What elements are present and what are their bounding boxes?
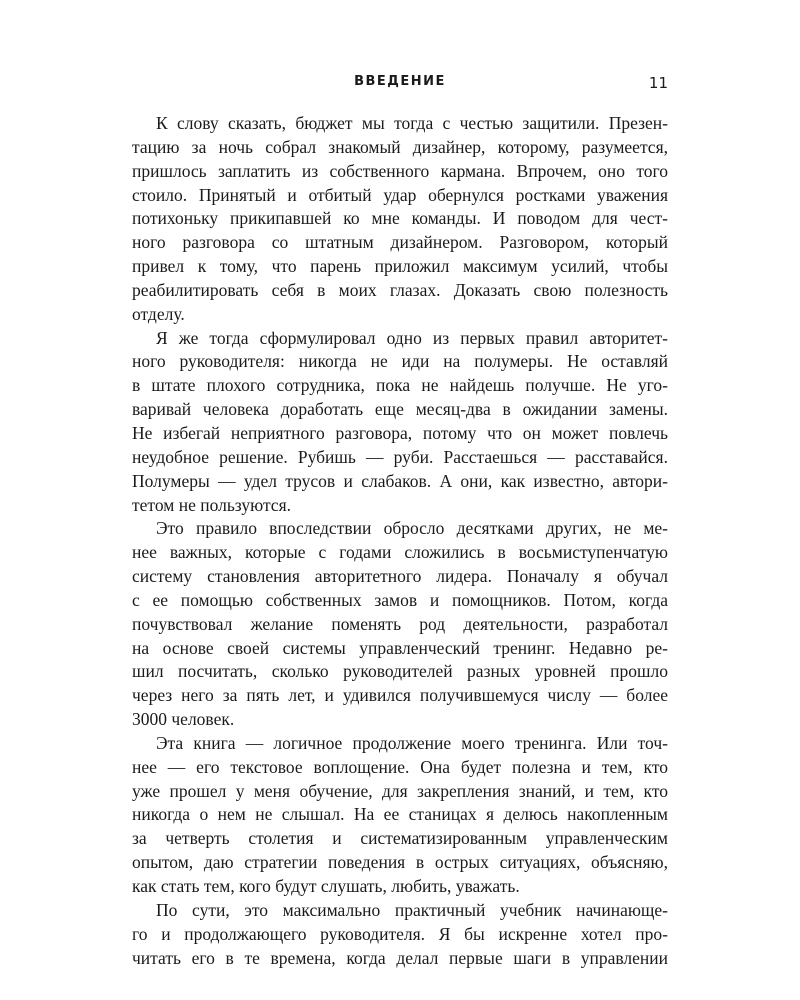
- text-line: реабилитировать себя в моих глазах. Доказать свою полезность: [132, 279, 668, 300]
- text-line: отделу.: [132, 303, 185, 324]
- paragraph: [132, 327, 668, 518]
- text-line: По сути, это максимально практичный учебник начинающе-: [156, 899, 668, 920]
- text-line: через него за пять лет, и удивился получившемуся числу — более: [132, 685, 668, 706]
- text-line: потихоньку прикипавшей ко мне команды. И поводом для чест-: [132, 208, 668, 229]
- running-head: [0, 74, 800, 98]
- text-line: за четверть столетия и систематизированным управленческим: [132, 828, 668, 849]
- text-line: нее важных, которые с годами сложились в восьмиступенчатую: [132, 542, 668, 563]
- text-line: почувствовал желание поменять род деятельности, разработал: [132, 613, 668, 634]
- body-text: [132, 112, 668, 970]
- text-line: К слову сказать, бюджет мы тогда с честью защитили. Презен-: [156, 113, 668, 133]
- page-number: 11: [648, 74, 668, 92]
- text-line: тетом не пользуются.: [132, 494, 291, 515]
- text-line: стоило. Принятый и отбитый удар обернулся ростками уважения: [132, 184, 668, 205]
- paragraph: [132, 732, 668, 899]
- text-line: Эта книга — логичное продолжение моего тренинга. Или точ-: [156, 732, 668, 753]
- text-line: варивай человека доработать еще месяц-два в ожидании замены.: [132, 399, 668, 420]
- text-line: привел к тому, что парень приложил максимум усилий, чтобы: [132, 256, 668, 277]
- text-line: опытом, даю стратегии поведения в острых ситуациях, объясняю,: [132, 852, 668, 873]
- text-line: Не избегай неприятного разговора, потому что он может повлечь: [132, 422, 668, 443]
- text-line: тацию за ночь собрал знакомый дизайнер, которому, разумеется,: [132, 136, 668, 157]
- text-line: Я же тогда сформулировал одно из первых правил авторитет-: [156, 327, 668, 348]
- text-line: ного разговора со штатным дизайнером. Разговором, который: [132, 232, 668, 253]
- text-line: 3000 человек.: [132, 709, 235, 730]
- text-line: ного руководителя: никогда не иди на полумеры. Не оставляй: [132, 351, 668, 372]
- text-line: Полумеры — удел трусов и слабаков. А они, как известно, автори-: [132, 470, 668, 491]
- text-line: в штате плохого сотрудника, пока не найдешь получше. Не уго-: [132, 375, 668, 396]
- text-line: неудобное решение. Рубишь — руби. Расстаешься — расставайся.: [132, 446, 668, 467]
- text-line: го и продолжающего руководителя. Я бы искренне хотел про-: [132, 923, 668, 944]
- text-line: как стать тем, кого будут слушать, любить, уважать.: [132, 876, 520, 896]
- text-line: пришлось заплатить из собственного кармана. Впрочем, оно того: [132, 160, 668, 181]
- text-line: уже прошел у меня обучение, для закрепления знаний, и тем, кто: [132, 780, 668, 801]
- text-line: шил посчитать, сколько руководителей разных уровней прошло: [132, 661, 668, 682]
- text-line: никогда о нем не слышал. На ее станицах я делюсь накопленным: [132, 804, 668, 825]
- paragraph: [132, 112, 668, 327]
- paragraph: [132, 517, 668, 732]
- text-line: читать его в те времена, когда делал первые шаги в управлении: [132, 947, 668, 968]
- running-title: ВВЕДЕНИЕ: [354, 74, 446, 89]
- text-line: систему становления авторитетного лидера. Поначалу я обучал: [132, 566, 668, 587]
- text-line: нее — его текстовое воплощение. Она будет полезна и тем, кто: [132, 756, 668, 777]
- text-line: Это правило впоследствии обросло десятками других, не ме-: [156, 518, 668, 539]
- text-line: с ее помощью собственных замов и помощников. Потом, когда: [132, 589, 668, 610]
- paragraph: [132, 899, 668, 971]
- text-line: на основе своей системы управленческий тренинг. Недавно ре-: [132, 637, 668, 658]
